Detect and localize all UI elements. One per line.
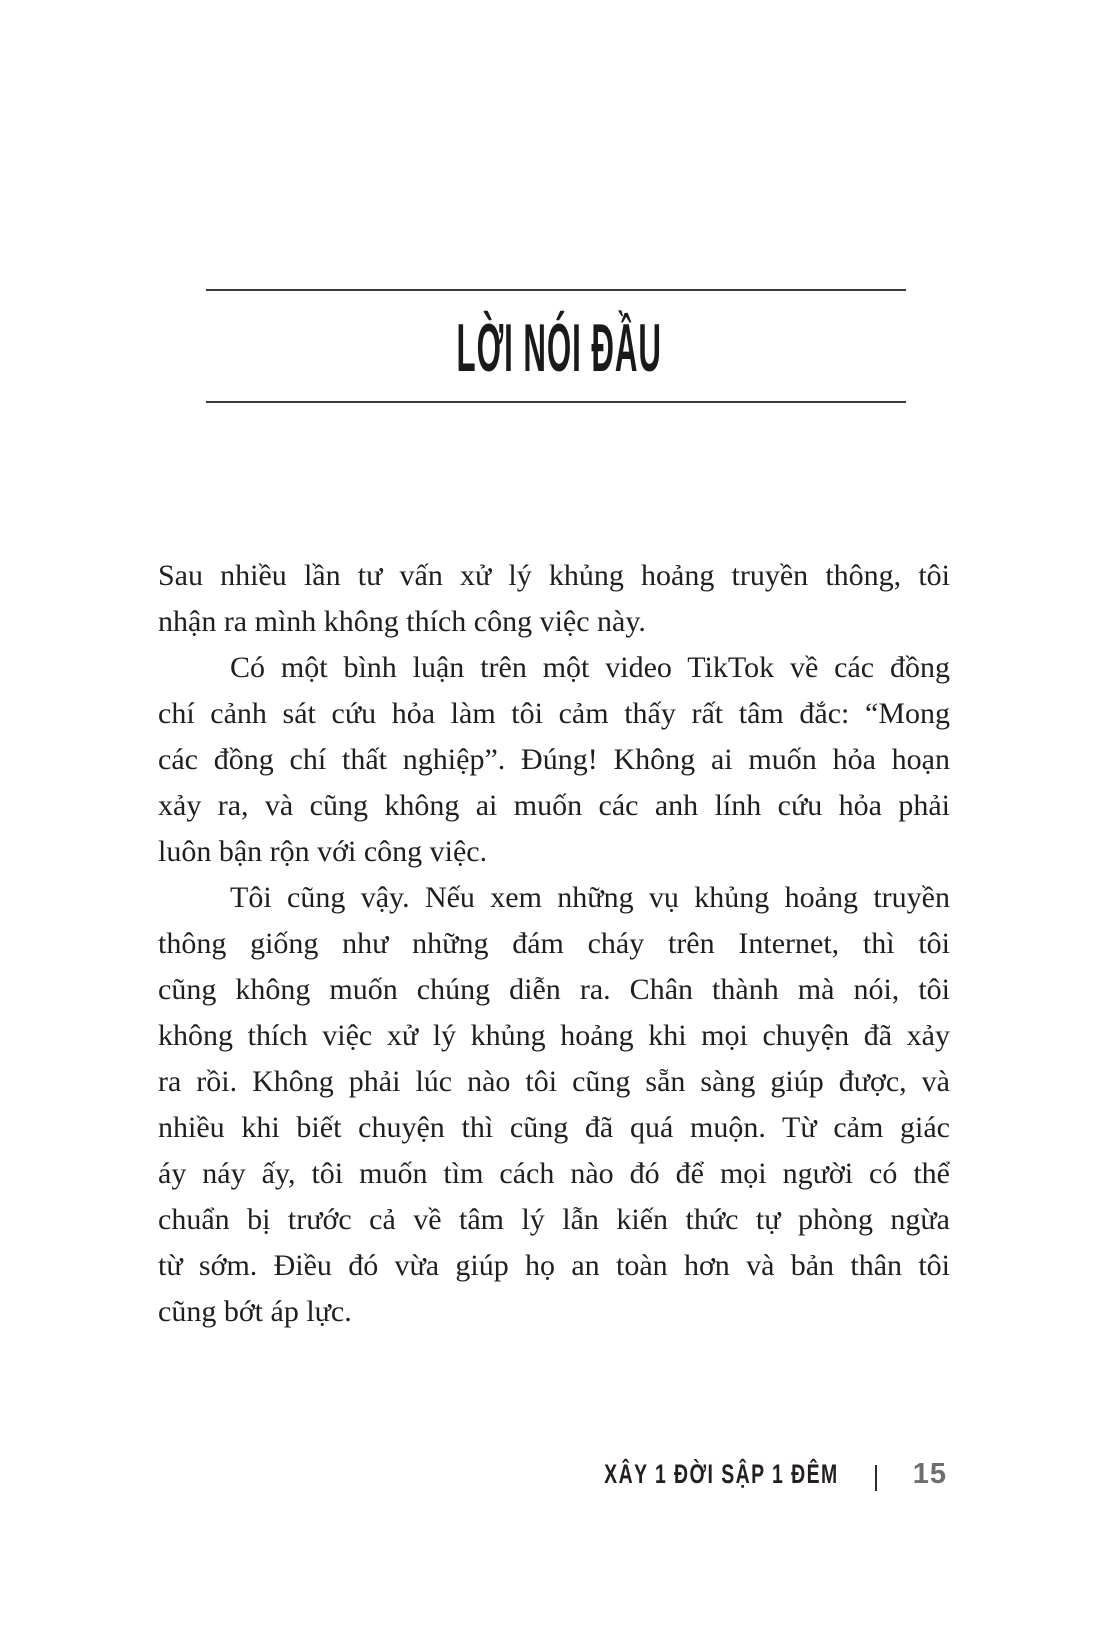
paragraph	[158, 875, 950, 1335]
text-line: Có một bình luận trên một video TikTok về các đồng	[230, 651, 950, 684]
text-line: luôn bận rộn với công việc.	[158, 835, 488, 868]
running-title: XÂY 1 ĐỜI SẬP 1 ĐÊM	[604, 1459, 839, 1489]
page-footer	[513, 1458, 947, 1498]
chapter-heading-text: LỜI NÓI ĐẦU	[456, 310, 663, 386]
text-line: nhận ra mình không thích công việc này.	[158, 605, 646, 638]
text-line: thông giống như những đám cháy trên Internet, thì tôi	[158, 927, 950, 960]
text-line: áy náy ấy, tôi muốn tìm cách nào đó để mọi người có thể	[158, 1157, 950, 1190]
page-number: 15	[912, 1458, 947, 1490]
heading-rule-bottom	[206, 401, 906, 403]
text-line: ra rồi. Không phải lúc nào tôi cũng sẵn sàng giúp được, và	[158, 1065, 950, 1098]
body-text	[158, 553, 950, 1335]
heading-rule-top	[206, 289, 906, 291]
text-line: từ sớm. Điều đó vừa giúp họ an toàn hơn và bản thân tôi	[158, 1249, 950, 1282]
text-line: xảy ra, và cũng không ai muốn các anh lính cứu hỏa phải	[158, 789, 950, 822]
text-line: cũng bớt áp lực.	[158, 1295, 352, 1328]
text-line: không thích việc xử lý khủng hoảng khi mọi chuyện đã xảy	[158, 1019, 950, 1052]
text-line: cũng không muốn chúng diễn ra. Chân thành mà nói, tôi	[158, 973, 950, 1006]
text-line: chí cảnh sát cứu hỏa làm tôi cảm thấy rất tâm đắc: “Mong	[158, 697, 950, 730]
paragraph	[158, 553, 950, 645]
footer-separator	[875, 1465, 877, 1491]
chapter-heading	[0, 296, 1119, 400]
text-line: Tôi cũng vậy. Nếu xem những vụ khủng hoảng truyền	[230, 881, 950, 914]
text-line: chuẩn bị trước cả về tâm lý lẫn kiến thức tự phòng ngừa	[158, 1203, 950, 1236]
text-line: Sau nhiều lần tư vấn xử lý khủng hoảng truyền thông, tôi	[158, 559, 950, 592]
paragraph	[158, 645, 950, 875]
text-line: nhiều khi biết chuyện thì cũng đã quá muộn. Từ cảm giác	[158, 1111, 950, 1144]
text-line: các đồng chí thất nghiệp”. Đúng! Không ai muốn hỏa hoạn	[158, 743, 950, 776]
